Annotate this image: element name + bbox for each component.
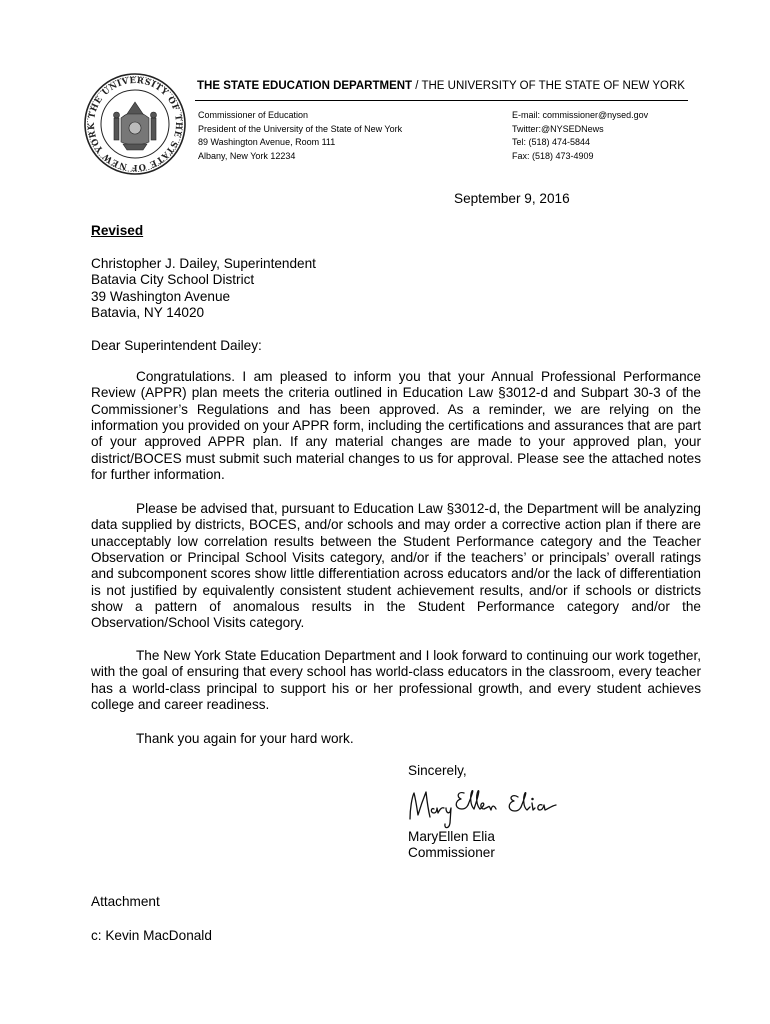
address-line: Batavia City School District	[91, 272, 255, 288]
office-line: 89 Washington Avenue, Room 111	[198, 137, 336, 148]
recipient-address	[91, 256, 316, 322]
letterhead-divider	[195, 100, 688, 101]
body-paragraph: Please be advised that, pursuant to Education Law §3012-d, the Department will be analyzing data supplied by districts, BOCES, and/or schools and may order a corrective action plan if there are unacceptably low correlation results between the Student Performance category and the Teacher Observation or Principal School Visits category, and/or if the teachers’ or principals’ overall ratings and subcomponent scores show little differentiation across educators and/or the lack of differentiation is not justified by equivalently consistent student achievement results, and/or if schools or districts show a pattern of anomalous results in the Student Performance category and/or the Observation/School Visits category.	[91, 501, 701, 631]
cc-line: c: Kevin MacDonald	[91, 928, 212, 943]
letterhead-title: THE STATE EDUCATION DEPARTMENT / THE UNIVERSITY OF THE STATE OF NEW YORK	[197, 80, 685, 92]
attachment-note: Attachment	[91, 894, 160, 909]
address-line: Batavia, NY 14020	[91, 305, 205, 321]
letter-date: September 9, 2016	[454, 191, 570, 206]
contact-email: E-mail: commissioner@nysed.gov	[512, 110, 649, 120]
signer-title: Commissioner	[408, 845, 495, 861]
salutation: Dear Superintendent Dailey:	[91, 338, 262, 353]
signer-name: MaryEllen Elia	[408, 829, 495, 844]
body-paragraph: Congratulations. I am pleased to inform you that your Annual Professional Performance Review (APPR) plan meets the criteria outlined in Education Law §3012-d and Subpart 30-3 of the Commissioner’s Regulations and has been approved. As a reminder, we are relying on the information you provided on your APPR form, including the certifications and assurances that are part of your approved APPR plan. If any material changes are made to your approved plan, your district/BOCES must submit such material changes to us for approval. Please see the attached notes for further information.	[91, 369, 701, 483]
svg-text:THE UNIVERSITY OF THE STATE OF: THE UNIVERSITY OF THE STATE OF NEW YORK	[85, 74, 185, 174]
revised-heading: Revised	[91, 223, 144, 238]
contact-fax: Fax: (518) 473-4909	[512, 150, 594, 161]
contact-twitter: Twitter:@NYSEDNews	[512, 123, 604, 134]
office-line: Commissioner of Education	[198, 110, 309, 120]
handwritten-signature	[404, 779, 564, 831]
letterhead-contact-info	[512, 109, 648, 163]
thanks-line: Thank you again for your hard work.	[136, 731, 354, 746]
body-paragraph: The New York State Education Department and I look forward to continuing our work together, with the goal of ensuring that every school has world-class educators in the classroom, every teacher has a world-class principal to support his or her professional growth, and every student achieves college and career readiness.	[91, 648, 701, 713]
contact-phone: Tel: (518) 474-5844	[512, 137, 591, 148]
state-seal-icon	[83, 72, 187, 176]
address-line: Christopher J. Dailey, Superintendent	[91, 256, 316, 271]
signer-block	[408, 829, 495, 862]
address-line: 39 Washington Avenue	[91, 288, 231, 304]
closing: Sincerely,	[408, 763, 467, 778]
office-line: President of the University of the State of New York	[198, 123, 403, 134]
office-line: Albany, New York 12234	[198, 150, 296, 161]
letterhead-office-info	[198, 109, 402, 163]
